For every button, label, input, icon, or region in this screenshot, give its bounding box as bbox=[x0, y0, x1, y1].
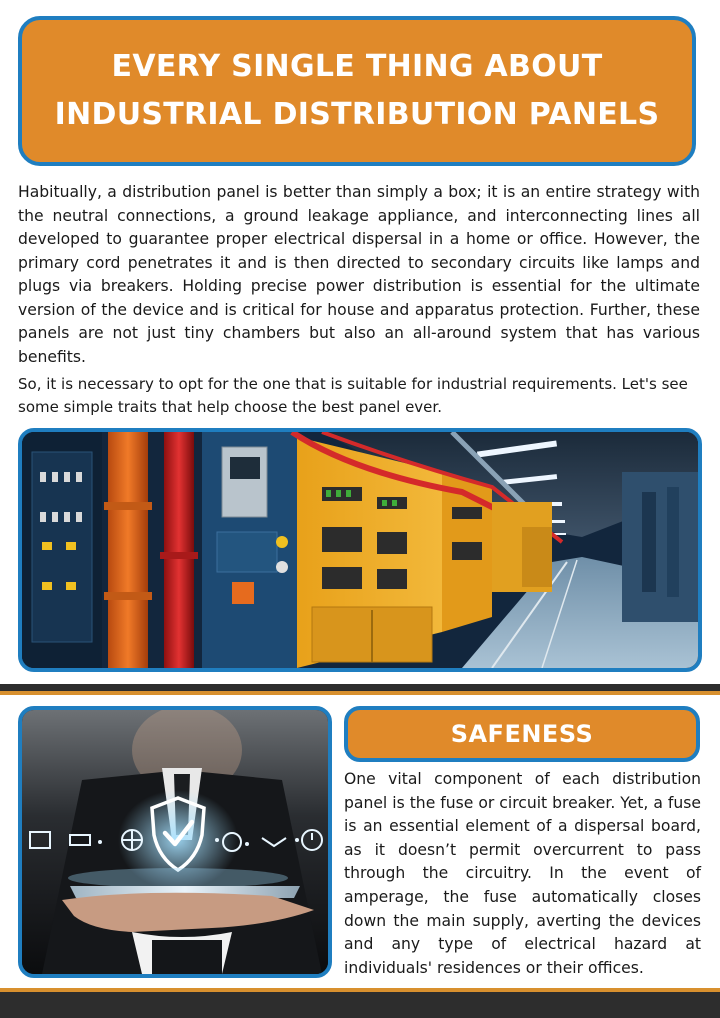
page-title-line-1: EVERY SINGLE THING ABOUT bbox=[111, 49, 603, 84]
section-heading-banner bbox=[344, 706, 700, 762]
intro-paragraph-2: So, it is necessary to opt for the one that is suitable for industrial requirements. Let's see some simple traits that help choose the best panel ever. bbox=[18, 375, 688, 416]
section-body: One vital component of each distribution panel is the fuse or circuit breaker. Yet, a fuse is an essential element of a dispersal board, as it doesn’t permit overcurrent to pass through the circuitry. In the event of amperage, the fuse automatically closes down the main supply, averting the devices and any type of electrical hazard at individuals' residences or their offices. bbox=[344, 770, 701, 977]
section-divider-orange bbox=[0, 691, 720, 695]
corridor-illustration bbox=[22, 432, 698, 668]
section-heading: SAFENESS bbox=[450, 720, 594, 748]
footer-bar bbox=[0, 992, 720, 1018]
security-tablet-illustration bbox=[22, 710, 328, 974]
page-title-line-2: INDUSTRIAL DISTRIBUTION PANELS bbox=[54, 97, 660, 132]
distribution-panel-corridor-photo bbox=[18, 428, 702, 672]
intro-paragraph: Habitually, a distribution panel is better than simply a box; it is an entire strategy with the neutral connections, a ground leakage appliance, and interconnecting lines all developed to guarantee proper electrical dispersal in a home or office. However, the primary cord penetrates it and is then directed to secondary circuits like lamps and plugs via breakers. Holding precise power distribution is essential for the ultimate version of the device and is critical for house and apparatus protection. Further, these panels are not just tiny chambers but also an all-around system that has various benefits. bbox=[18, 183, 700, 366]
title-banner bbox=[18, 16, 696, 166]
security-tablet-photo bbox=[18, 706, 332, 978]
section-divider-dark bbox=[0, 684, 720, 691]
